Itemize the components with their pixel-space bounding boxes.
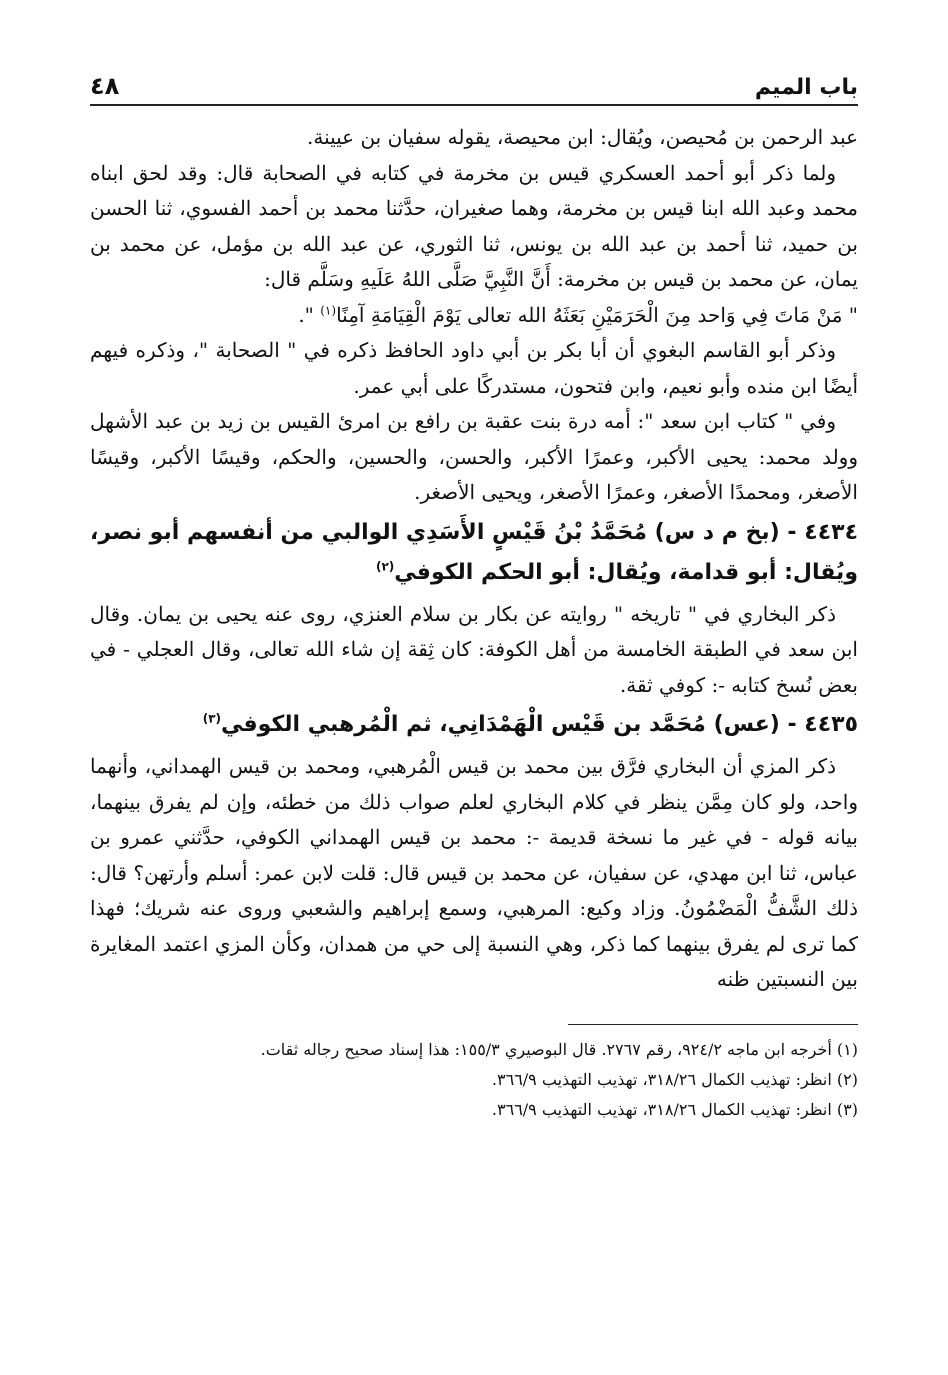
hadith-quote: " مَنْ مَاتَ فِي وَاحد مِنَ الْحَرَمَيْنِ بَعَثَهُ الله تعالى يَوْمَ الْقِيَامَةِ آمِنًا — [336, 302, 858, 327]
page-header — [90, 62, 858, 106]
paragraph-text: ولما ذكر أبو أحمد العسكري قيس بن مخرمة في كتابه في الصحابة قال: وقد لحق ابناه محمد وعبد الله ابنا قيس بن مخرمة، وهما صغيران، حدَّثنا محمد بن أحمد الفسوي، ثنا الحسن بن حميد، ثنا أحمد بن عبد الله بن يونس، ثنا الثوري، عن عبد الله بن مؤمل، عن محمد بن يمان، عن محمد بن قيس بن مخرمة: أَنَّ النَّبِيَّ صَلَّى اللهُ عَلَيهِ وسَلَّم قال: — [90, 160, 858, 291]
footnote: (٢) انظر: تهذيب الكمال ٣١٨/٢٦، تهذيب التهذيب ٣٦٦/٩. — [491, 1069, 858, 1089]
footnote-separator — [568, 1024, 858, 1025]
paragraph — [90, 156, 858, 334]
entry-heading-text: ٤٤٣٤ - (بخ م د س) مُحَمَّدُ بْنُ قَيْسٍ الأَسَدِي الوالبي من أنفسهم أبو نصر، ويُقال: أبو قدامة، ويُقال: أبو الحكم الكوفي — [90, 519, 858, 585]
page-number: ٤٨ — [90, 72, 120, 100]
paragraph: وفي " كتاب ابن سعد ": أمه درة بنت عقبة بن رافع بن امرئ القيس بن زيد بن عبد الأشهل وولد محمد: يحيى الأكبر، وعمرًا الأكبر، والحسن، والحسين، والحكم، وقيسًا الأكبر، وقيسًا الأصغر، ومحمدًا الأصغر، وعمرًا الأصغر، ويحيى الأصغر. — [90, 409, 858, 504]
footnote-ref[interactable]: (١) — [320, 302, 337, 317]
footnote: (١) أخرجه ابن ماجه ٩٢٤/٢، رقم ٢٧٦٧. قال البوصيري ١٥٥/٣: هذا إسناد صحيح رجاله ثقات. — [260, 1039, 858, 1059]
footnotes — [90, 1035, 858, 1125]
paragraph: ذكر المزي أن البخاري فرَّق بين محمد بن قيس الْمُرهبي، ومحمد بن قيس الهمداني، وأنهما واحد، ولو كان مِمَّن ينظر في كلام البخاري لعلم صواب ذلك من خطئه، وإن لم يفرق بينهما، بيانه قوله - في غير ما نسخة قديمة -: محمد بن قيس الهمداني الكوفي، حدَّثني عمرو بن عباس، ثنا ابن مهدي، عن سفيان، عن محمد بن قيس قال: قلت لابن عمر: أسلم وأرتهن؟ قال: ذلك الشَّفُّ الْمَضْمُونُ. وزاد وكيع: المرهبي، وسمع إبراهيم والشعبي وروى عنه شريك؛ فهذا كما ترى لم يفرق بينهما كما ذكر، وهي النسبة إلى حي من همدان، وكأن المزي اعتمد المغايرة بين النسبتين ظنه — [90, 754, 858, 991]
entry-heading-text: ٤٤٣٥ - (عس) مُحَمَّد بن قَيْس الْهَمْدَانِي، ثم الْمُرهبي الكوفي — [221, 712, 858, 737]
paragraph: ذكر البخاري في " تاريخه " روايته عن بكار بن سلام العنزي، روى عنه يحيى بن يمان. وقال ابن سعد في الطبقة الخامسة من أهل الكوفة: كان ثِقة إن شاء الله تعالى، وقال العجلي - في بعض نُسخ كتابه -: كوفي ثقة. — [90, 601, 858, 697]
paragraph: وذكر أبو القاسم البغوي أن أبا بكر بن أبي داود الحافظ ذكره في " الصحابة "، وذكره فيهم أيضًا ابن منده وأبو نعيم، وابن فتحون، مستدركًا على أبي عمر. — [90, 338, 858, 398]
document-page — [90, 62, 858, 1375]
entry-heading — [90, 705, 858, 745]
paragraph: عبد الرحمن بن مُحيصن، ويُقال: ابن محيصة، يقوله سفيان بن عيينة. — [306, 125, 858, 149]
footnote-ref[interactable]: (٢) — [375, 559, 395, 574]
entry-heading — [90, 513, 858, 593]
footnote-ref[interactable]: (٣) — [202, 711, 221, 726]
footnote: (٣) انظر: تهذيب الكمال ٣١٨/٢٦، تهذيب التهذيب ٣٦٦/٩. — [491, 1099, 858, 1119]
quote-end: ". — [298, 302, 321, 327]
main-text — [90, 120, 858, 998]
running-title: باب الميم — [754, 75, 858, 100]
